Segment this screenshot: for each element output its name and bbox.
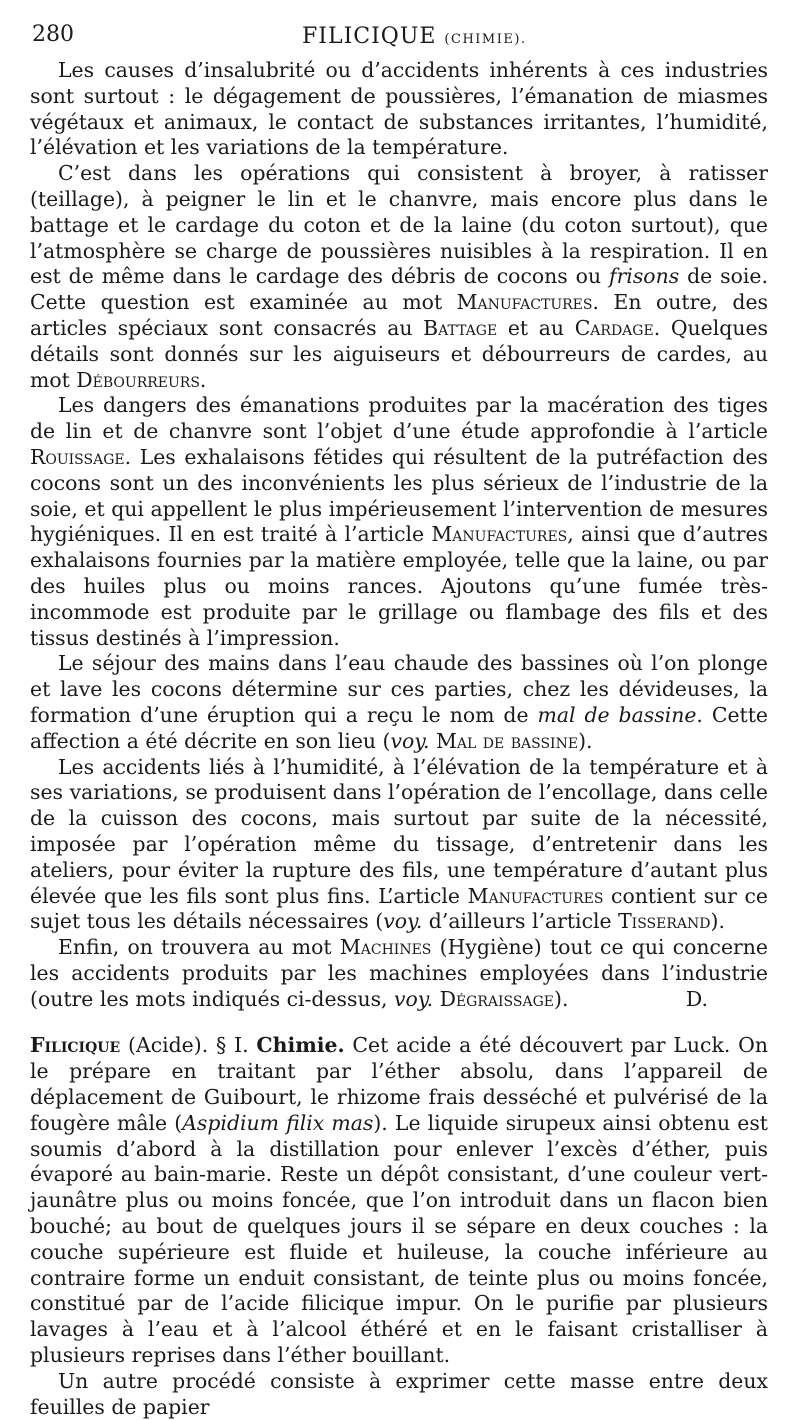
paragraph-last: Un autre procédé consiste à exprimer cette masse entre deux feuilles de papier — [30, 1368, 768, 1419]
body-text — [30, 58, 768, 1420]
cross-reference: Dégraissage — [439, 986, 554, 1011]
section-marker: § I. — [216, 1033, 249, 1058]
italic-term: voy. — [394, 986, 434, 1011]
paragraph-2 — [30, 161, 768, 393]
text-run: Les accidents liés à l’humidité, à l’élévation de la température et à ses variations, se produisent dans l’opération de l’encollage, dans celle de la cuisson des cocons, mais surtout par suite de la nécessité, imposée par l’opération même du tissage, d’entretenir dans les ateliers, pour éviter la rupture des fils, une température d’autant plus élevée que les fils sont plus fins. L’article — [30, 754, 768, 908]
article-separator — [30, 1012, 768, 1033]
text-run: . Les exhalaisons fétides qui résultent de la putréfaction des cocons sont un des inconvénients les plus sérieux de l’industrie de la soie, et qui appellent le plus impérieusement l’intervention de mesures hygiéniques. Il en est traité à l’article — [30, 444, 768, 547]
paragraph-3 — [30, 393, 768, 651]
italic-term: Aspidium filix mas — [182, 1110, 374, 1135]
running-head — [30, 14, 768, 58]
section-title: Chimie. — [256, 1033, 345, 1058]
article-headword: Filicique — [30, 1033, 121, 1058]
text-run: contient sur ce sujet tous les détails nécessaires ( — [30, 883, 768, 934]
text-run: Le séjour des mains dans l’eau chaude des bassines où l’on plonge et lave les cocons détermine sur ces parties, chez les dévideuses, la formation d’une éruption qui a reçu le nom de — [30, 651, 768, 727]
cross-reference: Tisserand — [618, 909, 711, 934]
cross-reference: Mal de bassine — [436, 728, 579, 753]
paragraph-4 — [30, 651, 768, 754]
page — [30, 14, 768, 1420]
text-run: . — [199, 367, 207, 392]
text-run: . Quelques détails sont donnés sur les aiguiseurs et débourreurs de cardes, au mot — [30, 315, 768, 392]
italic-term: mal de bassine — [537, 702, 697, 727]
text-run: ). — [710, 909, 725, 934]
italic-term: voy. — [390, 728, 430, 753]
paragraph-1: Les causes d’insalubrité ou d’accidents inhérents à ces industries sont surtout : le dégagement de poussières, l’émanation de miasmes végétaux et animaux, le contact de substances irritantes, l’humidité, l’élévation et les variations de la température. — [30, 58, 768, 160]
text-run: ). Le liquide sirupeux ainsi obtenu est soumis d’abord à la distillation pour enlever l’excès d’éther, puis évaporé au bain-marie. Reste un dépôt consistant, d’une couleur vert-jaunâtre plus ou moins foncée, que l’on introduit dans un flacon bien bouché; au bout de quelques jours il se sépare en deux couches : la couche supérieure est fluide et huileuse, la couche inférieure au contraire forme un enduit consistant, de teinte plus ou moins foncée, constitué par de l’acide filicique impur. On le purifie par plusieurs lavages à l’eau et à l’alcool éthéré et en le faisant cristalliser à plusieurs reprises dans l’éther bouillant. — [30, 1110, 768, 1368]
cross-reference: Débourreurs — [76, 367, 200, 392]
cross-reference: Machines — [339, 935, 432, 960]
text-run: Les dangers des émanations produites par la macération des tiges de lin et de chanvre sont l’objet d’une étude approfondie à l’article — [30, 393, 768, 444]
text-run: , ainsi que d’autres exhalaisons fournies par la matière employée, telle que la laine, ou par des huiles plus ou moins rances. Ajoutons qu’une fumée très-incommode est produite par le grillage ou flambage des fils et des tissus destinés à l’impression. — [30, 522, 768, 650]
text-run: de soie. Cette question est examinée au mot — [30, 264, 768, 315]
text-run: ). — [578, 728, 593, 753]
cross-reference: Cardage — [574, 315, 654, 340]
text-run: ). — [553, 986, 569, 1011]
cross-reference: Manufactures — [456, 290, 593, 315]
italic-term: voy. — [383, 909, 423, 934]
running-title-word: FILICIQUE — [302, 24, 437, 49]
page-number: 280 — [32, 22, 74, 47]
paragraph-5 — [30, 755, 768, 936]
text-run: et au — [497, 315, 575, 340]
running-title — [302, 24, 527, 49]
text-run: (Hygiène) tout ce qui concerne les accidents produits par les machines employées dans l’industrie (outre les mots indiqués ci-dessus, — [30, 935, 768, 1011]
text-run: C’est dans les opérations qui consistent à broyer, à ratisser (teillage), à peigner le lin et le chanvre, mais encore plus dans le battage et le cardage du coton et de la laine (du coton surtout), que l’atmosphère se charge de poussières nuisibles à la respiration. Il en est de même dans le cardage des débris de cocons ou — [30, 161, 768, 289]
cross-reference: Manufactures — [467, 883, 604, 908]
text-run: (Acide). — [120, 1033, 217, 1058]
running-subtitle: (CHIMIE). — [444, 32, 527, 47]
text-run: Enfin, on trouvera au mot — [58, 935, 340, 960]
article-filicique — [30, 1033, 768, 1368]
text-run: d’ailleurs l’article — [422, 909, 619, 934]
cross-reference: Rouissage — [30, 444, 125, 469]
cross-reference: Battage — [423, 315, 498, 340]
author-signature: D. — [685, 986, 708, 1011]
cross-reference: Manufactures — [431, 522, 568, 547]
text-run: Cet acide a été découvert par Luck. On le prépare en traitant par l’éther absolu, dans l’appareil de déplacement de Guibourt, le rhizome frais desséché et pulvérisé de la fougère mâle ( — [30, 1033, 768, 1135]
text-run: . Cette affection a été décrite en son lieu ( — [30, 702, 768, 753]
text-run: . En outre, des articles spéciaux sont consacrés au — [30, 290, 768, 340]
italic-term: frisons — [609, 264, 680, 289]
